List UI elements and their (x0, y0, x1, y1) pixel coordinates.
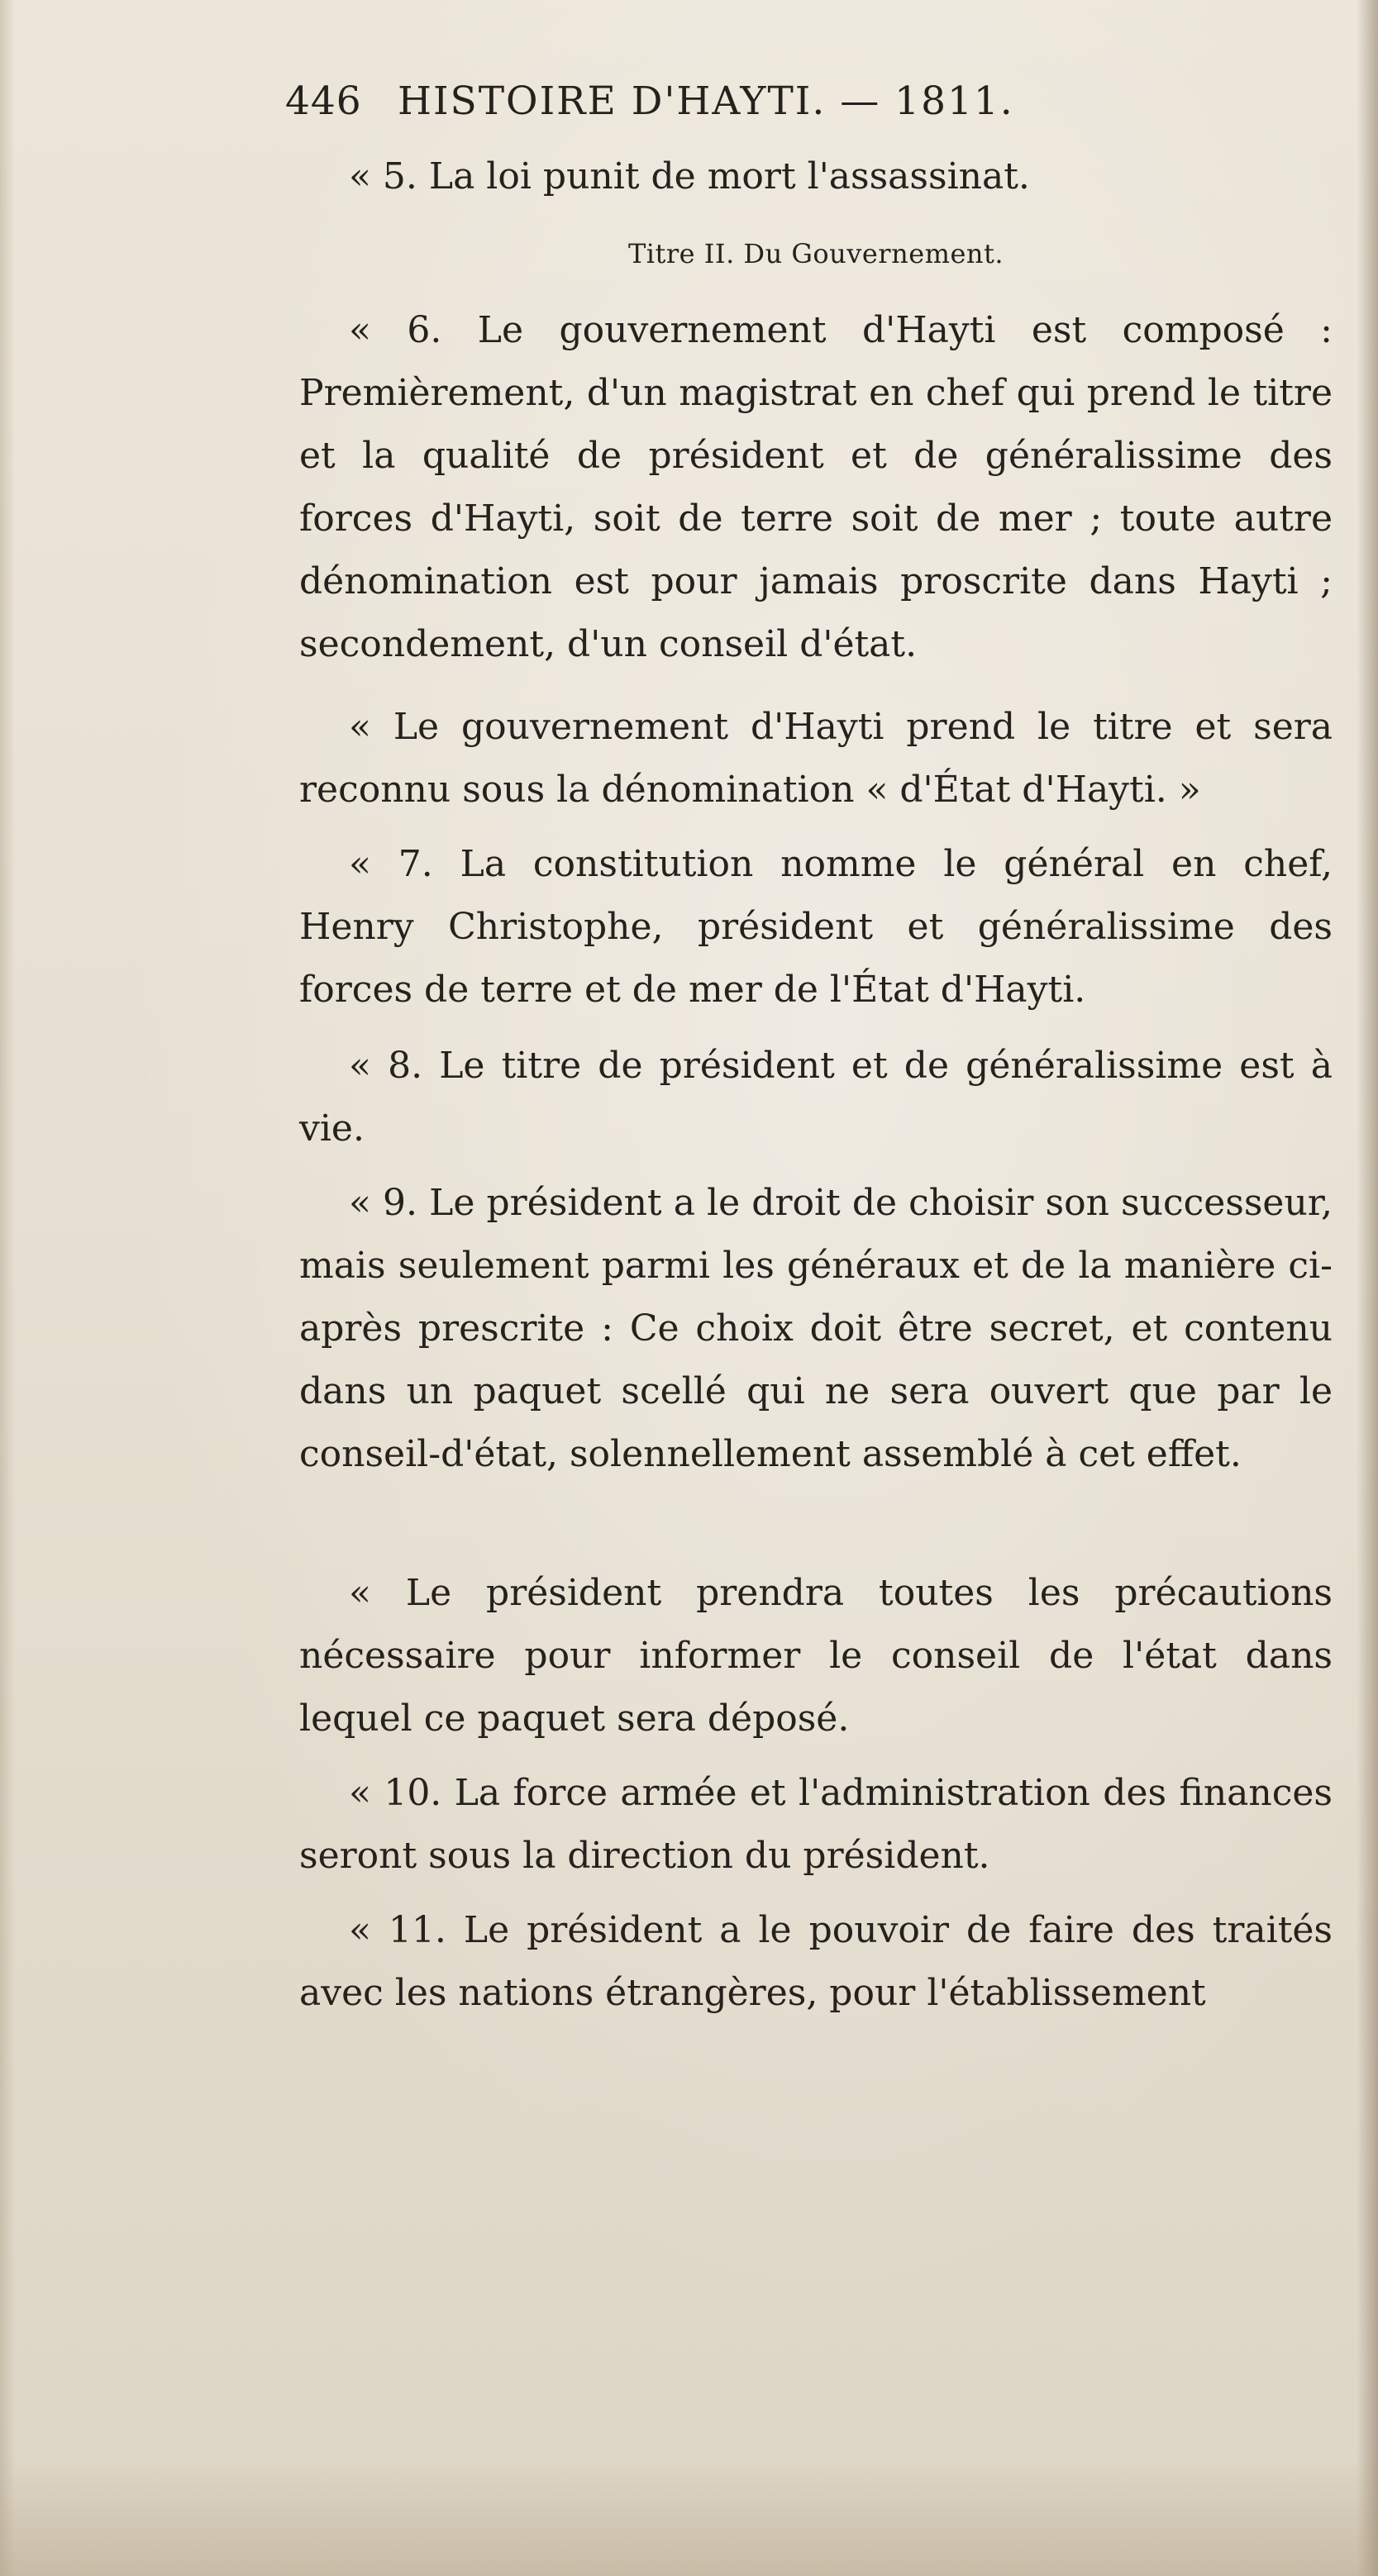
page-right-edge-shadow (1357, 0, 1378, 2576)
article-6: « 6. Le gouvernement d'Hayti est composé : Premièrement, d'un magistrat en chef qui prend le titre et la qualité de président et de généralissime des forces d'Hayti, soit de terre soit de mer ; toute autre dénomination est pour jamais proscrite dans Hayti ; secondement, d'un conseil d'état. (299, 309, 1333, 665)
page-left-edge-shadow (0, 0, 15, 2576)
article-8: « 8. Le titre de président et de généralissime est à vie. (299, 1045, 1333, 1150)
running-title: HISTOIRE D'HAYTI. — 1811. (397, 79, 1014, 124)
article-6-continued: « Le gouvernement d'Hayti prend le titre et sera reconnu sous la dénomination « d'État d'Hayti. » (299, 706, 1333, 811)
article-10: « 10. La force armée et l'administration des finances seront sous la direction du président. (299, 1772, 1333, 1877)
page-number: 446 (285, 79, 362, 124)
article-7: « 7. La constitution nomme le général en chef, Henry Christophe, président et généralissime des forces de terre et de mer de l'État d'Hayti. (299, 843, 1333, 1011)
article-9: « 9. Le président a le droit de choisir son successeur, mais seulement parmi les généraux et de la manière ci-après prescrite : Ce choix doit être secret, et contenu dans un paquet scellé qui ne sera ouvert que par le conseil-d'état, solennellement assemblé à cet effet. (299, 1182, 1333, 1475)
section-title: Titre II. Du Gouvernement. (627, 238, 1004, 269)
running-header (285, 73, 1170, 131)
article-9-continued: « Le président prendra toutes les précautions nécessaire pour informer le conseil de l'état dans lequel ce paquet sera déposé. (299, 1572, 1333, 1740)
article-11: « 11. Le président a le pouvoir de faire des traités avec les nations étrangères, pour l'établissement (299, 1909, 1333, 2014)
article-5: « 5. La loi punit de mort l'assassinat. (349, 155, 1030, 198)
page-bottom-shade (0, 2460, 1378, 2576)
